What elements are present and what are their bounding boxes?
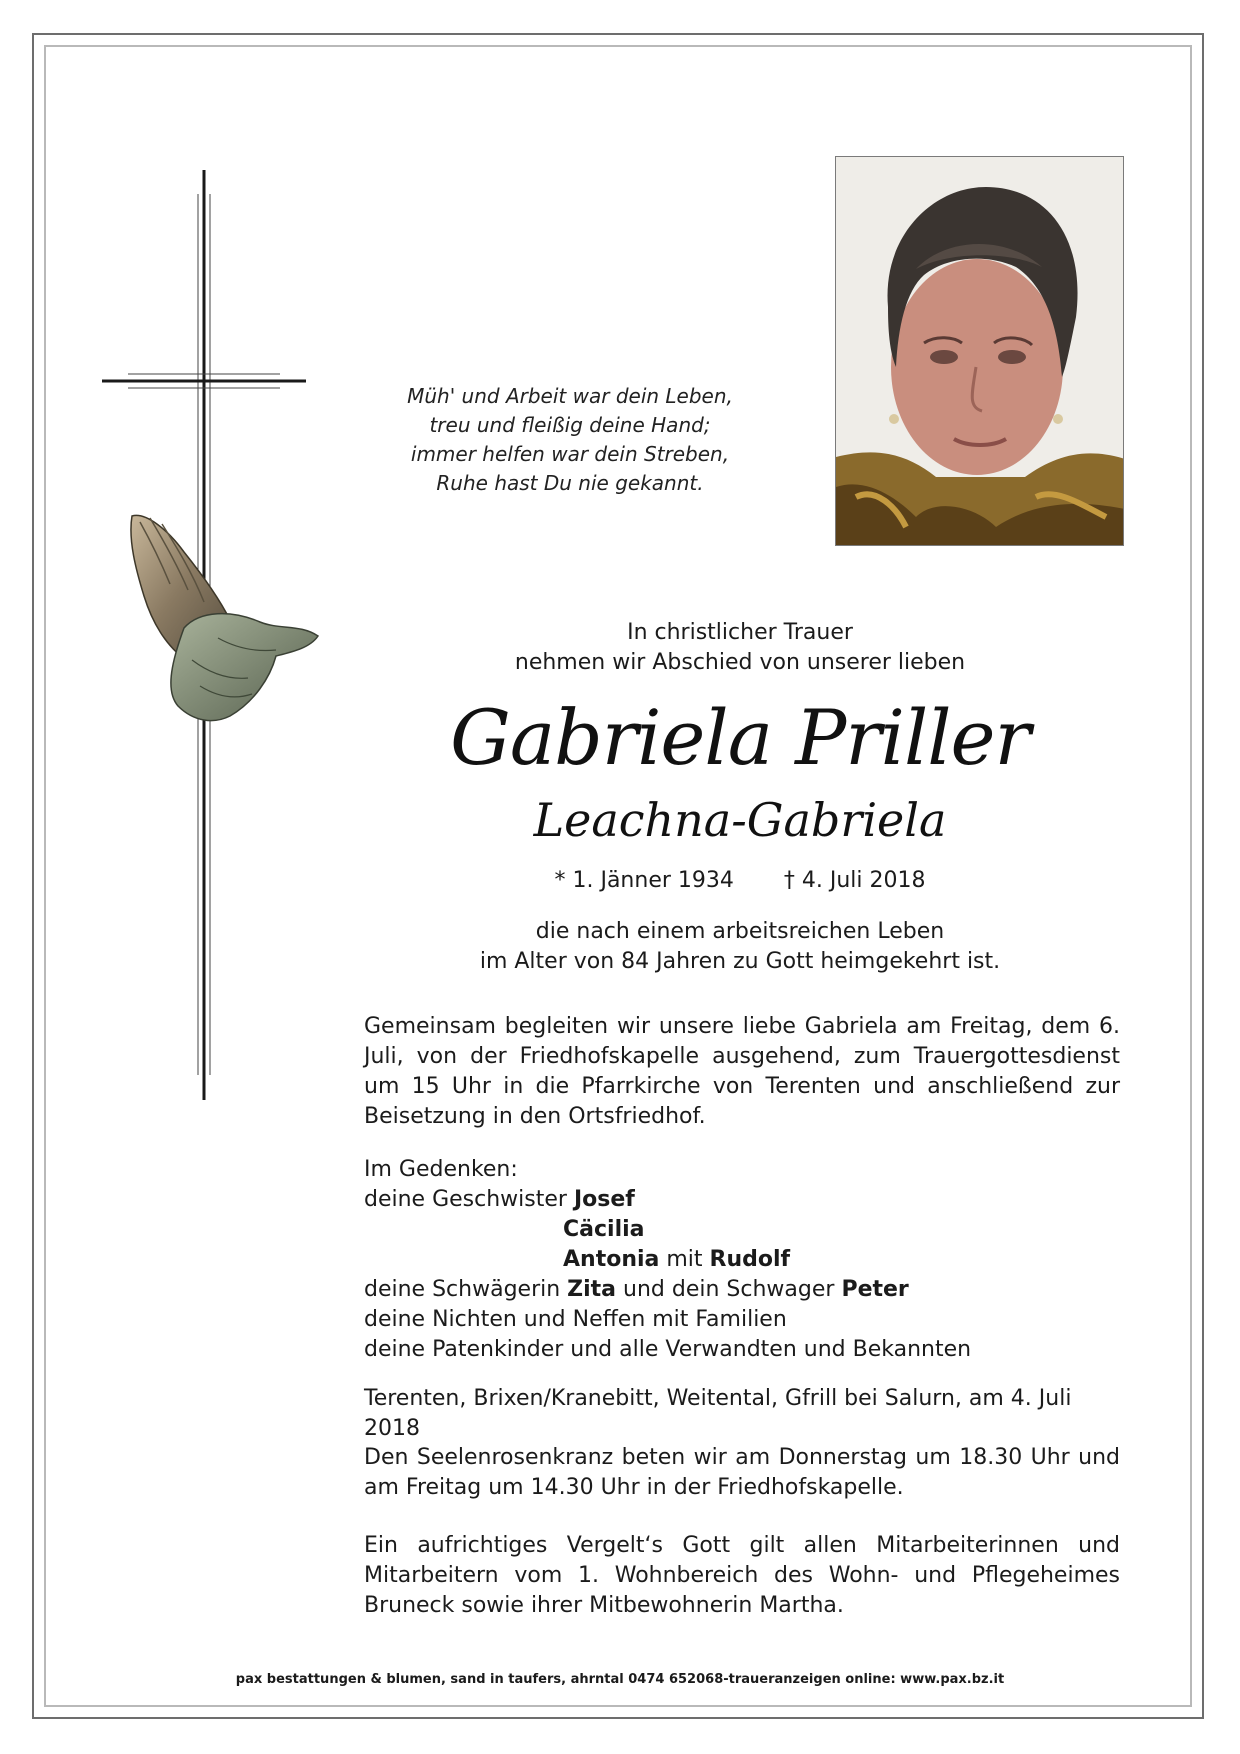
siblings-prefix: deine Geschwister [364,1187,567,1212]
verse-line: Müh' und Arbeit war dein Leben, [407,384,733,408]
rosary-paragraph: Den Seelenrosenkranz beten wir am Donnerstag um 18.30 Uhr und am Freitag um 14.30 Uhr in der Friedhofskapelle. [364,1445,1120,1500]
inlaw-middle: und dein Schwager [623,1277,835,1302]
age-line: im Alter von 84 Jahren zu Gott heimgekehrt ist. [479,949,1001,974]
death-date: † 4. Juli 2018 [783,868,926,893]
mourners-heading: Im Gedenken: [364,1157,518,1182]
intro-text [430,618,1050,678]
partner-name: Rudolf [709,1247,791,1272]
siblings-line [364,1245,1120,1275]
godchildren-line: deine Patenkinder und alle Verwandten und Bekannten [364,1337,972,1362]
inlaws-line [364,1275,1120,1305]
sibling-name: Josef [573,1187,635,1212]
age-line: die nach einem arbeitsreichen Leben [535,919,945,944]
mourners-list [364,1155,1120,1365]
verse-line: immer helfen war dein Streben, [410,442,730,466]
nieces-line: deine Nichten und Neffen mit Familien [364,1307,787,1332]
life-dates [430,866,1050,896]
portrait-image [836,157,1124,546]
siblings-line [364,1185,1120,1215]
intro-line: nehmen wir Abschied von unserer lieben [514,650,966,675]
verse-line: treu und fleißig deine Hand; [429,413,711,437]
verse [350,382,790,498]
thanks-paragraph: Ein aufrichtiges Vergelt‘s Gott gilt allen Mitarbeiterinnen und Mitarbeitern vom 1. Wohnbereich des Wohn- und Pflegeheimes Bruneck sowie ihrer Mitbewohnerin Martha. [364,1533,1120,1618]
inlaw-prefix: deine Schwägerin [364,1277,561,1302]
deceased-nickname: Leachna-Gabriela [533,793,947,847]
deceased-name: Gabriela Priller [450,693,1030,782]
funeral-paragraph: Gemeinsam begleiten wir unsere liebe Gabriela am Freitag, dem 6. Juli, von der Friedhofskapelle ausgehend, zum Trauergottesdienst um 15 Uhr in die Pfarrkirche von Terenten und anschließend zur Beisetzung in den Ortsfriedhof. [364,1014,1120,1129]
place-date: Terenten, Brixen/Kranebitt, Weitental, Gfrill bei Salurn, am 4. Juli 2018 [364,1386,1072,1441]
birth-date: * 1. Jänner 1934 [554,868,734,893]
portrait-photo [835,156,1124,546]
sibling-name: Cäcilia [563,1217,645,1242]
sister-in-law-name: Zita [567,1277,617,1302]
footer-credit: pax bestattungen & blumen, sand in taufers, ahrntal 0474 652068-traueranzeigen online: www.pax.bz.it [235,1672,1005,1687]
brother-in-law-name: Peter [841,1277,909,1302]
intro-line: In christlicher Trauer [627,620,853,645]
siblings-line [364,1215,1120,1245]
praying-hands-icon [122,510,322,740]
with-word: mit [666,1247,703,1272]
age-text [430,917,1050,977]
verse-line: Ruhe hast Du nie gekannt. [436,471,704,495]
sibling-name: Antonia [563,1247,660,1272]
